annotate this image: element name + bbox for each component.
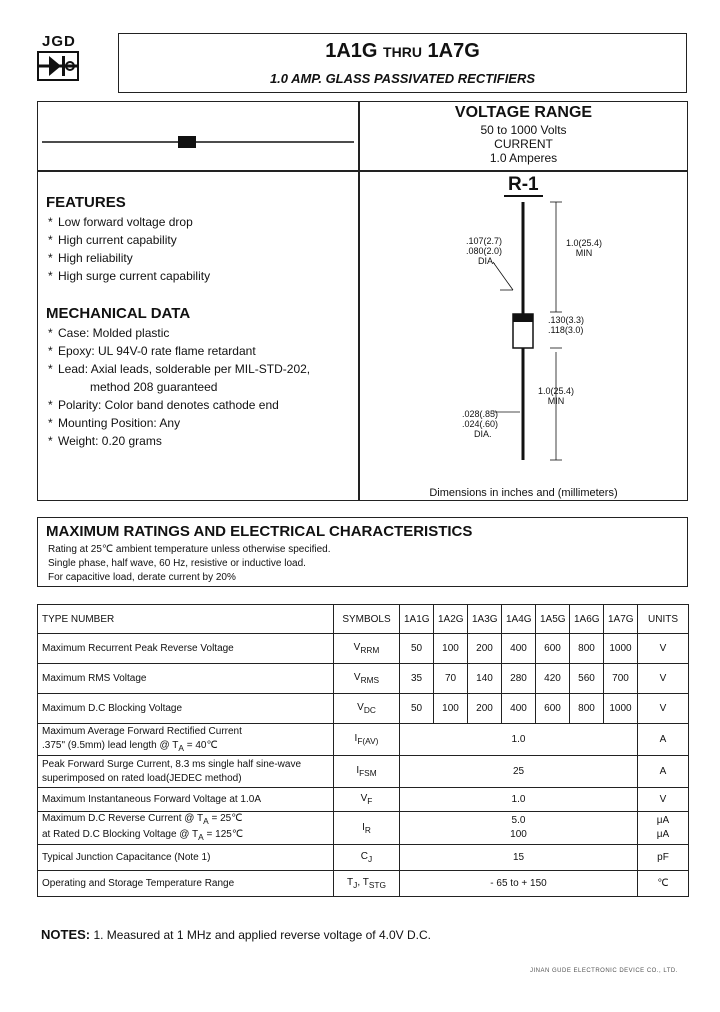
table-header-row [38, 605, 689, 634]
value-cell: 800 [570, 634, 604, 664]
unit-cell: A [638, 756, 689, 788]
voltage-range-value: 50 to 1000 Volts [480, 123, 567, 137]
header-part: 1A5G [536, 605, 570, 634]
logo-diode-icon [37, 51, 79, 81]
feature-item: * High reliability [48, 251, 133, 265]
header-part: 1A6G [570, 605, 604, 634]
mechanical-heading: MECHANICAL DATA [46, 305, 191, 322]
symbol-cell: $I_{FSM}$ [334, 756, 400, 788]
value-cell: 600 [536, 634, 570, 664]
feature-item: * High current capability [48, 233, 177, 247]
mechanical-item-cont: method 208 guaranteed [90, 380, 218, 394]
package-outline-panel [359, 171, 688, 501]
param-cell: Operating and Storage Temperature Range [38, 871, 334, 897]
unit-cell: V [638, 694, 689, 724]
value-cell: 1000 [604, 694, 638, 724]
value-cell: 25 [400, 756, 638, 788]
value-cell: 700 [604, 664, 638, 694]
unit-cell: ℃ [638, 871, 689, 897]
company-footer: JINAN GUDE ELECTRONIC DEVICE CO., LTD. [530, 968, 678, 974]
unit-cell: A [638, 724, 689, 756]
unit-cell: V [638, 788, 689, 812]
diode-illustration-panel [37, 101, 359, 171]
value-cell: 50 [400, 694, 434, 724]
header-type-number: TYPE NUMBER [38, 605, 334, 634]
value-cell: 100 [434, 694, 468, 724]
dim-body-diameter: .107(2.7) .080(2.0) DIA. [466, 236, 503, 266]
package-drawing [360, 172, 687, 482]
header-part: 1A2G [434, 605, 468, 634]
unit-cell: pF [638, 845, 689, 871]
features-heading: FEATURES [46, 194, 126, 211]
value-cell: 200 [468, 694, 502, 724]
table-row [38, 724, 689, 756]
param-cell: Maximum D.C Blocking Voltage [38, 694, 334, 724]
dim-lead-diameter: .028(.85) .024(.60) DIA. [462, 409, 499, 439]
value-cell: 1.0 [400, 788, 638, 812]
header-units: UNITS [638, 605, 689, 634]
dim-body-length: .130(3.3) .118(3.0) [548, 315, 585, 335]
unit-cell: μA μA [638, 812, 689, 845]
value-cell: 140 [468, 664, 502, 694]
symbol-cell: $C_J$ [334, 845, 400, 871]
param-cell: Peak Forward Surge Current, 8.3 ms single half sine-wave superimposed on rated load(JEDEC method) [38, 756, 334, 788]
rating-note: Rating at 25℃ ambient temperature unless otherwise specified. [48, 544, 331, 555]
value-cell: 420 [536, 664, 570, 694]
symbol-cell: $V_{RMS}$ [334, 664, 400, 694]
param-cell: Maximum D.C Reverse Current @ $T_A$ = 25℃ at Rated D.C Blocking Voltage @ $T_A$ = 125℃ [38, 812, 334, 845]
dimension-footnote: Dimensions in inches and (millimeters) [429, 487, 618, 499]
dim-lead-top: 1.0(25.4) MIN [566, 238, 603, 258]
main-title [119, 40, 686, 63]
symbol-cell: $T_J$, $T_{STG}$ [334, 871, 400, 897]
subtitle: 1.0 AMP. GLASS PASSIVATED RECTIFIERS [269, 71, 536, 86]
value-cell: 800 [570, 694, 604, 724]
value-cell: 15 [400, 845, 638, 871]
header-part: 1A4G [502, 605, 536, 634]
param-cell: Maximum Instantaneous Forward Voltage at 1.0A [38, 788, 334, 812]
package-label: R-1 [504, 175, 543, 197]
header-symbols: SYMBOLS [334, 605, 400, 634]
param-cell: Maximum Recurrent Peak Reverse Voltage [38, 634, 334, 664]
features-panel [37, 171, 359, 501]
unit-cell: V [638, 664, 689, 694]
current-label: CURRENT [494, 137, 553, 151]
value-cell: 560 [570, 664, 604, 694]
voltage-range-panel [359, 101, 688, 171]
notes-label: NOTES: [41, 927, 91, 942]
symbol-cell: $I_R$ [334, 812, 400, 845]
value-cell: 1000 [604, 634, 638, 664]
header-part: 1A7G [604, 605, 638, 634]
mechanical-item: * Polarity: Color band denotes cathode end [48, 398, 279, 412]
value-cell: 70 [434, 664, 468, 694]
rating-note: Single phase, half wave, 60 Hz, resistive or inductive load. [48, 558, 306, 569]
ratings-panel [37, 517, 688, 587]
table-row [38, 694, 689, 724]
symbol-cell: $V_F$ [334, 788, 400, 812]
value-cell: - 65 to + 150 [400, 871, 638, 897]
notes [41, 927, 431, 942]
current-value: 1.0 Amperes [489, 151, 558, 165]
value-cell: 1.0 [400, 724, 638, 756]
value-cell: 50 [400, 634, 434, 664]
table-row [38, 871, 689, 897]
table-row [38, 756, 689, 788]
symbol-cell: $I_{F(AV)}$ [334, 724, 400, 756]
rating-note: For capacitive load, derate current by 20% [48, 572, 236, 583]
mechanical-item: * Weight: 0.20 grams [48, 434, 162, 448]
dim-lead-bottom: 1.0(25.4) MIN [538, 386, 575, 406]
value-cell: 400 [502, 694, 536, 724]
table-row [38, 788, 689, 812]
value-cell: 400 [502, 634, 536, 664]
table-row [38, 812, 689, 845]
mechanical-item: * Epoxy: UL 94V-0 rate flame retardant [48, 344, 256, 358]
table-row [38, 845, 689, 871]
table-row [38, 664, 689, 694]
header-part: 1A1G [400, 605, 434, 634]
thru-word: THRU [383, 44, 422, 60]
diode-body-icon [38, 102, 358, 170]
symbol-cell: $V_{DC}$ [334, 694, 400, 724]
title-box [118, 33, 687, 93]
value-cell: 5.0 100 [400, 812, 638, 845]
header-part: 1A3G [468, 605, 502, 634]
logo-text: JGD [42, 33, 76, 50]
value-cell: 100 [434, 634, 468, 664]
ratings-title: MAXIMUM RATINGS AND ELECTRICAL CHARACTERISTICS [46, 523, 473, 540]
feature-item: * High surge current capability [48, 269, 211, 283]
mechanical-item: * Case: Molded plastic [48, 326, 170, 340]
symbol-cell: $V_{RRM}$ [334, 634, 400, 664]
part-end: 1A7G [427, 40, 480, 62]
part-start: 1A1G [325, 40, 378, 62]
value-cell: 200 [468, 634, 502, 664]
param-cell: Maximum Average Forward Rectified Current .375" (9.5mm) lead length @ $T_A$ = 40℃ [38, 724, 334, 756]
value-cell: 280 [502, 664, 536, 694]
param-cell: Typical Junction Capacitance (Note 1) [38, 845, 334, 871]
feature-item: * Low forward voltage drop [48, 215, 193, 229]
notes-text: 1. Measured at 1 MHz and applied reverse voltage of 4.0V D.C. [93, 928, 431, 942]
voltage-range-title: VOLTAGE RANGE [454, 104, 593, 121]
param-cell: Maximum RMS Voltage [38, 664, 334, 694]
mechanical-item: * Lead: Axial leads, solderable per MIL-STD-202, [48, 362, 311, 376]
value-cell: 600 [536, 694, 570, 724]
mechanical-item: * Mounting Position: Any [48, 416, 181, 430]
unit-cell: V [638, 634, 689, 664]
spec-table [37, 604, 689, 897]
table-row [38, 634, 689, 664]
value-cell: 35 [400, 664, 434, 694]
